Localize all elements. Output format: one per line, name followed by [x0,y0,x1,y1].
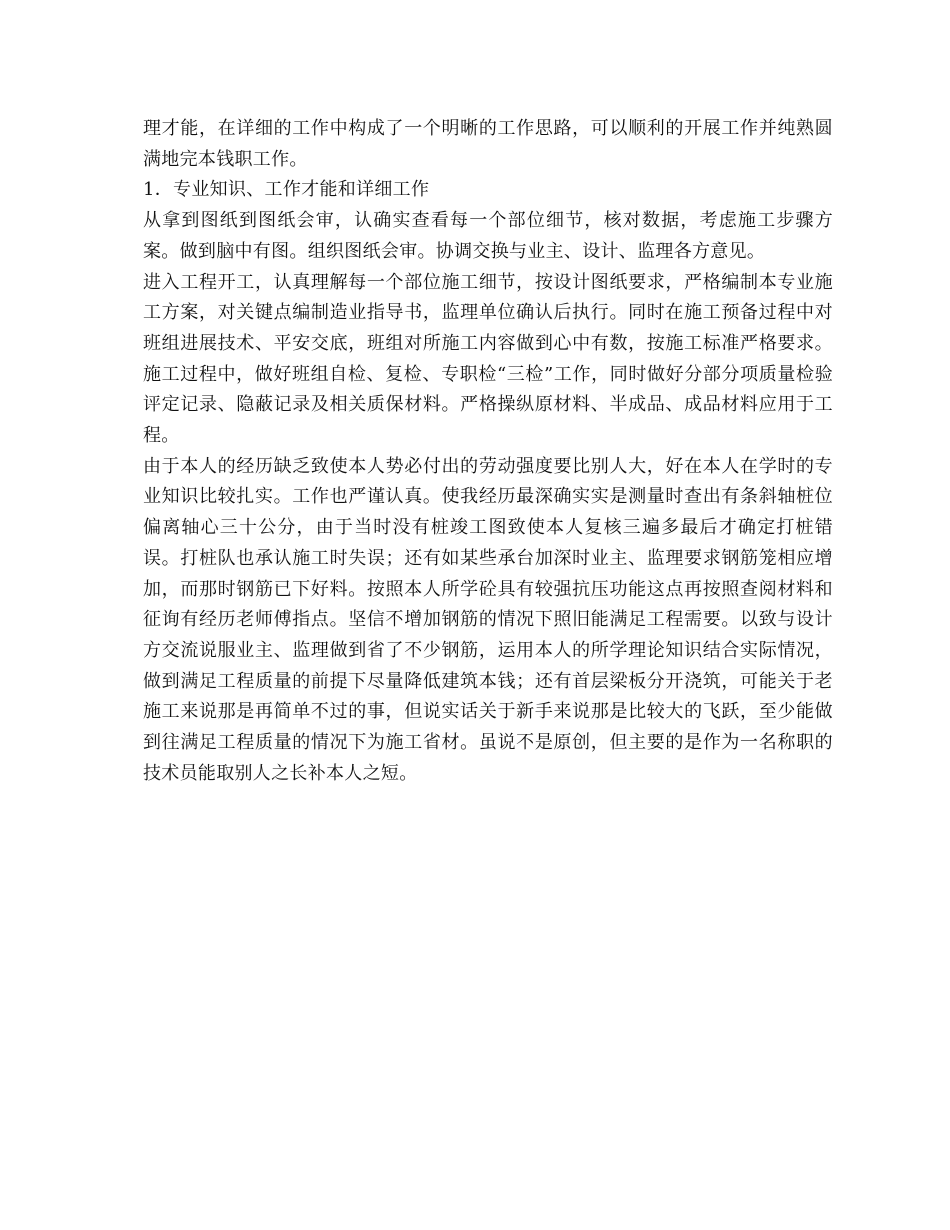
paragraph-drawing-review: 从拿到图纸到图纸会审，认确实查看每一个部位细节，核对数据，考虑施工步骤方案。做到脑中有图。组织图纸会审。协调交换与业主、设计、监理各方意见。 [143,210,833,262]
paragraph-experience: 由于本人的经历缺乏致使本人势必付出的劳动强度要比别人大，好在本人在学时的专业知识比较扎实。工作也严谨认真。使我经历最深确实实是测量时查出有条斜轴桩位偏离轴心三十公分，由于当时没有桩竣工图致使本人复核三遍多最后才确定打桩错误。打桩队也承认施工时失误；还有如某些承台加深时业主、监理要求钢筋笼相应增加，而那时钢筋已下好料。按照本人所学砼具有较强抗压功能这点再按照查阅材料和征询有经历老师傅指点。坚信不增加钢筋的情况下照旧能满足工程需要。以致与设计方交流说服业主、监理做到省了不少钢筋，运用本人的所学理论知识结合实际情况，做到满足工程质量的前提下尽量降低建筑本钱；还有首层梁板分开浇筑，可能关于老施工来说那是再简单不过的事，但说实话关于新手来说那是比较大的飞跃，至少能做到往满足工程质量的情况下为施工省材。虽说不是原创，但主要的是作为一名称职的技术员能取别人之长补本人之短。 [143,455,833,784]
section-heading: 1．专业知识、工作才能和详细工作 [143,179,430,201]
document-body [143,114,833,789]
paragraph-intro-continued: 理才能，在详细的工作中构成了一个明晰的工作思路，可以顺利的开展工作并纯熟圆满地完本钱职工作。 [143,118,833,170]
paragraph-construction-start: 进入工程开工，认真理解每一个部位施工细节，按设计图纸要求，严格编制本专业施工方案，对关键点编制造业指导书，监理单位确认后执行。同时在施工预备过程中对班组进展技术、平安交底，班组对所施工内容做到心中有数，按施工标准严格要求。施工过程中，做好班组自检、复检、专职检“三检”工作，同时做好分部分项质量检验评定记录、隐蔽记录及相关质保材料。严格操纵原材料、半成品、成品材料应用于工程。 [143,271,833,447]
